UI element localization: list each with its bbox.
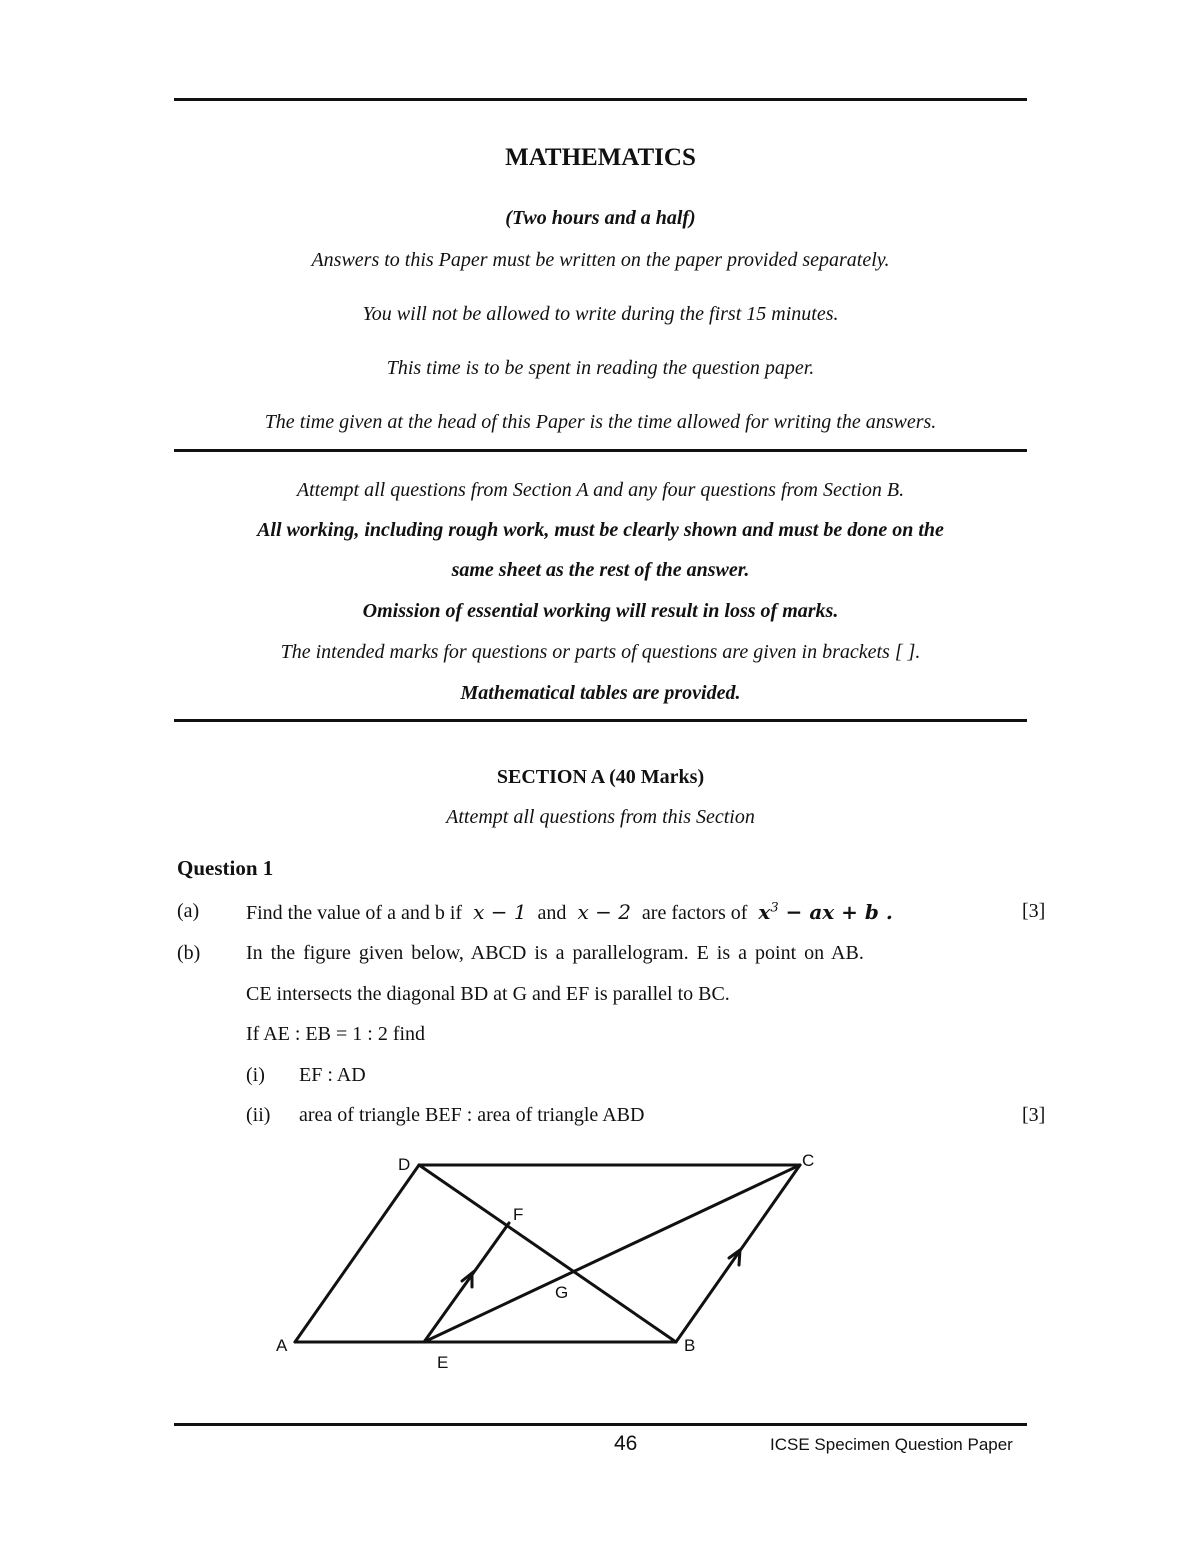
top-rule: [174, 98, 1027, 101]
footer-text: ICSE Specimen Question Paper: [770, 1435, 1013, 1454]
footer-rule: [174, 1423, 1027, 1426]
part-a-label: (a): [177, 900, 200, 922]
part-b-sub-ii-label: (ii): [246, 1104, 271, 1126]
instruction-line-1: Attempt all questions from Section A and any four questions from Section B.: [296, 479, 905, 501]
part-b-line-1: In the figure given below, ABCD is a parallelogram. E is a point on AB.: [246, 942, 864, 964]
part-a-expr-3-base: x: [758, 900, 771, 924]
part-a-marks: [3]: [1022, 900, 1046, 922]
instruction-line-3: same sheet as the rest of the answer.: [451, 559, 750, 581]
header-line-1: Answers to this Paper must be written on the paper provided separately.: [311, 249, 890, 271]
header-line-3: This time is to be spent in reading the question paper.: [386, 357, 815, 379]
part-a-expr-1: x − 1: [473, 900, 527, 924]
part-a-expr-3: [758, 900, 892, 924]
header-rule: [174, 449, 1027, 452]
header-line-4: The time given at the head of this Paper is the time allowed for writing the answers.: [264, 411, 937, 433]
part-b-sub-ii-text: area of triangle BEF : area of triangle ABD: [299, 1104, 645, 1126]
instruction-line-5: The intended marks for questions or parts of questions are given in brackets [ ].: [280, 641, 921, 663]
section-subheading: Attempt all questions from this Section: [446, 806, 755, 828]
part-a-expr-2: x − 2: [577, 900, 631, 924]
section-heading: SECTION A (40 Marks): [496, 766, 705, 788]
segment-ef: [424, 1223, 509, 1342]
header-line-2: You will not be allowed to write during the first 15 minutes.: [362, 303, 839, 325]
segment-ec: [424, 1165, 800, 1342]
paper-duration: (Two hours and a half): [505, 207, 696, 229]
label-b: B: [684, 1336, 696, 1355]
arrow-bc: [729, 1250, 740, 1265]
part-b-label: (b): [177, 942, 201, 964]
label-e: E: [437, 1353, 449, 1372]
instruction-line-2: All working, including rough work, must be clearly shown and must be done on the: [257, 519, 944, 541]
part-b-line-2: CE intersects the diagonal BD at G and EF is parallel to BC.: [246, 983, 730, 1005]
question-label: Question 1: [177, 856, 274, 880]
label-c: C: [802, 1151, 815, 1170]
diagonal-db: [419, 1165, 676, 1342]
instruction-line-4: Omission of essential working will result in loss of marks.: [362, 600, 839, 622]
part-b-sub-i-text: EF : AD: [299, 1064, 366, 1086]
arrow-ef: [462, 1273, 472, 1287]
part-b-line-3: If AE : EB = 1 : 2 find: [246, 1023, 426, 1045]
part-a-text-1: Find the value of a and b if: [246, 902, 463, 924]
instructions-rule: [174, 719, 1027, 722]
side-cb: [676, 1165, 800, 1342]
instruction-line-6: Mathematical tables are provided.: [460, 682, 741, 704]
part-a-text: [246, 900, 893, 925]
label-d: D: [398, 1155, 411, 1174]
label-a: A: [276, 1336, 288, 1355]
part-a-text-3: are factors of: [641, 902, 748, 924]
part-a-expr-3-rest: − ax + b .: [778, 900, 893, 924]
paper-title: MATHEMATICS: [505, 144, 696, 171]
page-number: 46: [614, 1432, 638, 1455]
part-a-text-2: and: [537, 902, 567, 924]
label-f: F: [513, 1205, 524, 1224]
part-b-sub-i-label: (i): [246, 1064, 265, 1086]
part-a-expr-3-exp: 3: [770, 900, 779, 916]
side-ad: [295, 1165, 419, 1342]
label-g: G: [555, 1283, 569, 1302]
part-b-marks: [3]: [1022, 1104, 1046, 1126]
